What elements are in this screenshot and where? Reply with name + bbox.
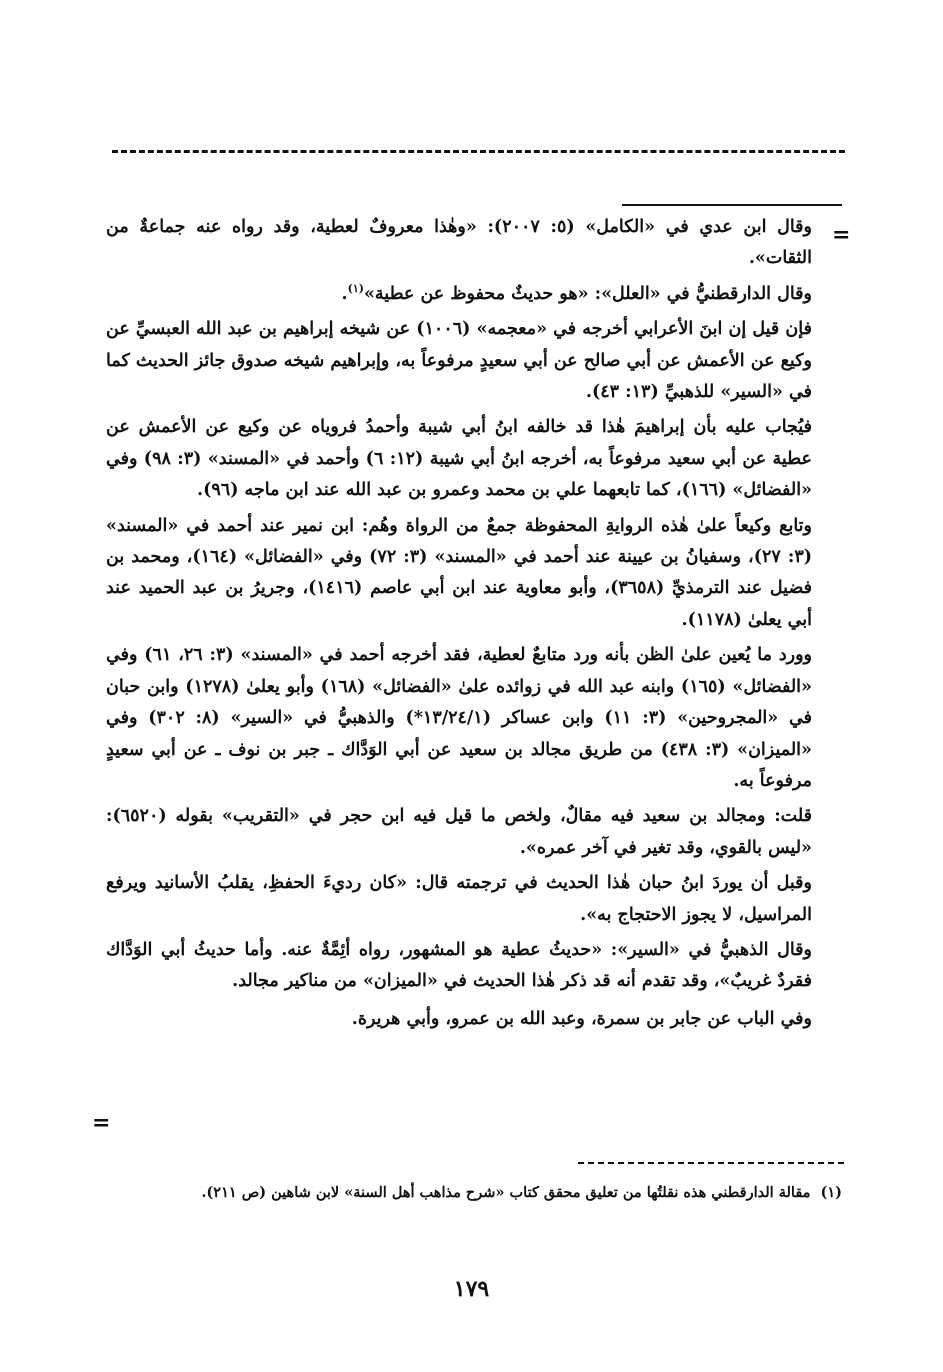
main-text <box>106 212 812 1039</box>
page-number: ١٧٩ <box>453 1276 490 1302</box>
paragraph-supporting-chain: وورد ما يُعين علىٰ الظن بأنه ورد متابعٌ لعطية، فقد أخرجه أحمد في «المسند» (٣: ٢٦، ٦١) وفي «الفضائل» (١٦٥) وابنه عبد الله في زوائده علىٰ «الفضائل» (١٦٨) وأبو يعلىٰ (١٢٧٨) وابن حبان في «المجروحين» (٣: ١١) وابن عساكر (١٣/٢٤/١*) والذهبيُّ في «السير» (٨: ٣٠٢) وفي «الميزان» (٣: ٤٣٨) من طريق مجالد بن سعيد عن أبي الوَدَّاك ـ جبر بن نوف ـ عن أبي سعيدٍ مرفوعاً به. <box>106 645 813 791</box>
footnote <box>106 1178 842 1208</box>
paragraph-dhahabi: وقال الذهبيُّ في «السير»: «حديثُ عطية هو المشهور، رواه أئِمَّةٌ عنه. وأما حديثُ أبي الوَدَّاك فقردٌ غريبٌ»، وقد تقدم أنه قد ذكر هٰذا الحديث في «الميزان» من مناكير مجالد. <box>106 939 812 992</box>
continuation-mark-end: = <box>92 1110 111 1136</box>
paragraph-other-narrations: وفي الباب عن جابر بن سمرة، وعبد الله بن عمرو، وأبي هريرة. <box>351 1008 812 1029</box>
paragraph-ibn-adi: وقال ابن عدي في «الكامل» (٥: ٢٠٠٧): «وهٰذا معروفٌ لعطية، وقد رواه عنه جماعةٌ من الثقات». <box>106 217 812 269</box>
header-dashed-rule <box>112 150 845 153</box>
footnote-reference[interactable]: (١) <box>347 281 364 295</box>
footnote-number: (١) <box>820 1184 842 1201</box>
footnote-separator <box>578 1162 844 1164</box>
paragraph-ibn-hibban: وقبل أن يوردَ ابنُ حبان هٰذا الحديث في ترجمته قال: «كان رديءَ الحفظِ، يقلبُ الأسانيد ويرفع المراسيل، لا يجوز الاحتجاج به». <box>106 873 812 925</box>
paragraph-mujalid: قلت: ومجالد بن سعيد فيه مقالٌ، ولخص ما قيل فيه ابن حجر في «التقريب» بقوله (٦٥٢٠): «ليس بالقوي، وقد تغير في آخر عمره». <box>106 806 812 858</box>
paragraph-answer: فيُجاب عليه بأن إبراهيمَ هٰذا قد خالفه ابنُ أبي شيبة وأحمدُ فروياه عن وكيع عن الأعمش عن عطية عن أبي سعيد مرفوعاً به، أخرجه ابنُ أبي شيبة (١٢: ٦) وأحمد في «المسند» (٣: ٩٨) وفي «الفضائل» (١٦٦)، كما تابعهما علي بن محمد وعمرو بن عبد الله عند ابن ماجه (٩٦). <box>106 417 812 501</box>
continuation-rule <box>622 204 842 206</box>
paragraph-daraqutni: وقال الدارقطنيُّ في «العلل»: «هو حديثٌ محفوظ عن عطية»$^{(١)}$. <box>341 281 812 304</box>
paragraph-followers: وتابع وكيعاً علىٰ هٰذه الروايةِ المحفوظة جمعٌ من الرواة وهُم: ابن نمير عند أحمد في «المسند» (٣: ٢٧)، وسفيانُ بن عيينة عند أحمد في «المسند» (٣: ٧٢) وفي «الفضائل» (١٦٤)، ومحمد بن فضيل عند الترمذيِّ (٣٦٥٨)، وأبو معاوية عند ابن أبي عاصم (١٤١٦)، وجريرُ بن عبد الحميد عند أبي يعلىٰ (١١٧٨). <box>106 515 812 630</box>
continuation-mark-start: = <box>832 222 851 248</box>
paragraph-objection: فإن قيل إن ابنَ الأعرابي أخرجه في «معجمه» (١٠٠٦) عن شيخه إبراهيم بن عبد الله العبسيِّ عن وكيع عن الأعمش عن أبي صالح عن أبي سعيدٍ مرفوعاً به، وإبراهيم شيخه صدوق جائز الحديث كما في «السير» للذهبيِّ (١٣: ٤٣). <box>106 319 812 403</box>
footnote-text: مقالة الدارقطني هذه نقلتُها من تعليق محقق كتاب «شرح مذاهب أهل السنة» لابن شاهين (ص ٢١١). <box>201 1184 811 1201</box>
